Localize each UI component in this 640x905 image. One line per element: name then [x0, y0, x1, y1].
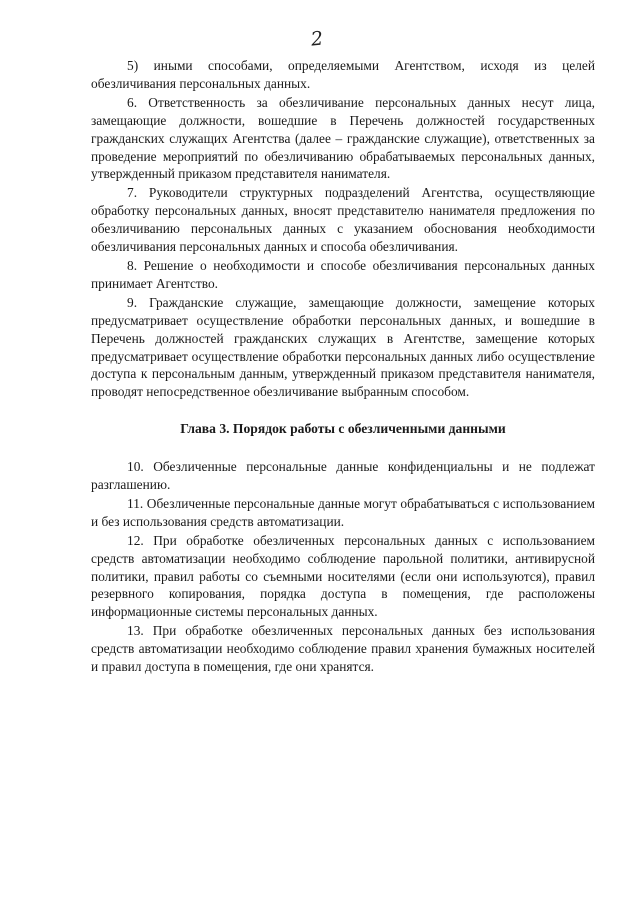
- paragraph-item-5: 5) иными способами, определяемыми Агентством, исходя из целей обезличивания персональных данных.: [91, 58, 595, 91]
- paragraph-item-8: 8. Решение о необходимости и способе обезличивания персональных данных принимает Агентство.: [91, 257, 595, 291]
- paragraph-item-11: 11. Обезличенные персональные данные могут обрабатываться с использованием и без использования средств автоматизации.: [91, 495, 595, 529]
- paragraph-item-13: 13. При обработке обезличенных персональных данных без использования средств автоматизации необходимо соблюдение правил хранения бумажных носителей и правил доступа в помещения, где они хранятся.: [91, 623, 595, 675]
- paragraph-item-9: 9. Гражданские служащие, замещающие должности, замещение которых предусматривает осуществление обработки персональных данных, и вошедшие в Перечень должностей гражданских служащих в Агентстве, замещение которых предусматривает осуществление обработки персональных данных либо осуществление доступа к персональным данным, утвержденный приказом представителя нанимателя, проводят непосредственное обезличивание выбранным способом.: [91, 294, 595, 400]
- paragraph-item-10: 10. Обезличенные персональные данные конфиденциальны и не подлежат разглашению.: [91, 459, 595, 493]
- document-body: [91, 57, 595, 676]
- paragraph-item-12: 12. При обработке обезличенных персональных данных с использованием средств автоматизации необходимо соблюдение парольной политики, антивирусной политики, правил работы со съемными носителями (если они используются), правил резервного копирования, порядка доступа в помещения, где расположены информационные системы персональных данных.: [91, 532, 595, 620]
- page-number: 2: [309, 27, 325, 51]
- paragraph-item-7: 7. Руководители структурных подразделений Агентства, осуществляющие обработку персональных данных, вносят представителю нанимателя предложения по обезличиванию персональных данных с указанием обоснования необходимости обезличивания персональных данных и способа обезличивания.: [91, 185, 595, 255]
- chapter-heading: Глава 3. Порядок работы с обезличенными данными: [180, 421, 506, 437]
- paragraph-item-6: 6. Ответственность за обезличивание персональных данных несут лица, замещающие должности, вошедшие в Перечень должностей государственных гражданских служащих Агентства (далее – гражданские служащие), ответственных за проведение мероприятий по обезличиванию обрабатываемых персональных данных, утвержденный приказом представителя нанимателя.: [91, 94, 595, 182]
